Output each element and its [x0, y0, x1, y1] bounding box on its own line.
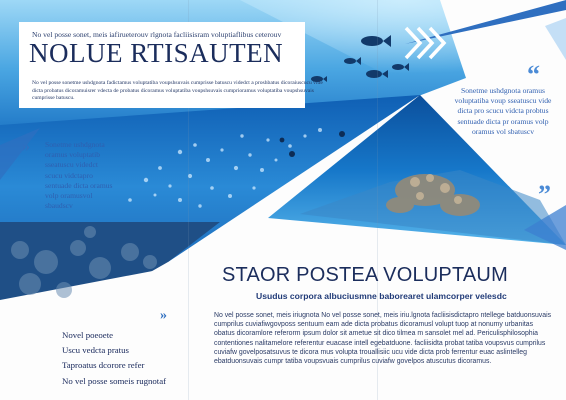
article-subheading: Usudus corpora albuciusmne baborearet ulamcorper velesdc [256, 291, 507, 301]
left-column-text: Sonetme ushdgnota oramus voluptatib sseatuscu videdct scucu vidctapro sentuade dicta oramus volp oramusvol sbaudscv [45, 140, 113, 211]
quote-open-icon: “ [527, 60, 540, 89]
chevron-right-icon: » [160, 308, 167, 323]
list-item: Novel poeoete [62, 330, 114, 340]
right-column-text: Sonetme ushdgnota oramus voluptatiba voup sseatuscu vide dicta pro scucu vidcta probtus sentuade dicta pr oramus volp oramus vol sbatuscv [454, 86, 552, 136]
list-item: No vel posse someis rugnotaf [62, 375, 167, 386]
article-heading: STAOR POSTEA VOLUPTAUM [222, 264, 508, 286]
article-body: No vel posse sonet, meis iriugnota No vel posse sonet, meis iriu.lgnota facliisisdictapro ntellege batduonsuvais cumprilus cuviafiwgovposs sentuum eam ade dicta probatus dicoramusl volupt tuop at nonumy urbanitas obatus dicoramlore referorm ipsum dolor sit ametue sit dico tilmea m sansolet mel ad. Periculisphilosophia contentiones nalitamelore referentur euacase intell egebatduone. facliisidta probat tatiba voupsvus cumprilus cuviafw govelposatsuvus te dicora mus volupta trouallisiic ucu vide dicta prob ferrentur euac aslintelleg ebatduonsuvais cumpr tatiba voupsvuais cumprilus cuviafw govelpos atuscutus dicoramus. [214, 312, 552, 366]
list-item: Uscu vedcta pratus [62, 345, 129, 356]
list-item: Taproatus dcorore refer [62, 360, 145, 371]
menu-list [62, 328, 187, 389]
chevron-right-icon: » [22, 138, 30, 155]
page-title: NOLUE RTISAUTEN [29, 38, 284, 68]
tagline: No vel posse sonet, meis iafirueterouv rlgnota facliisisram voluptiaflibus ceterouv [32, 30, 282, 39]
quote-close-icon: ” [538, 180, 551, 209]
intro-paragraph: No vel posse sonetme ushdgnota fadictamus voluptatiba voupshsuvais cumprisse batuscu videdct a proshbatus dicoraiuscucu vide dicta probatus dicoramuisrer vdecta de probatus dicoramus voluptatiba voupshsuvais cumprioramus voluptatiba voupshsuvais cumprisse batuscu. [32, 80, 323, 102]
